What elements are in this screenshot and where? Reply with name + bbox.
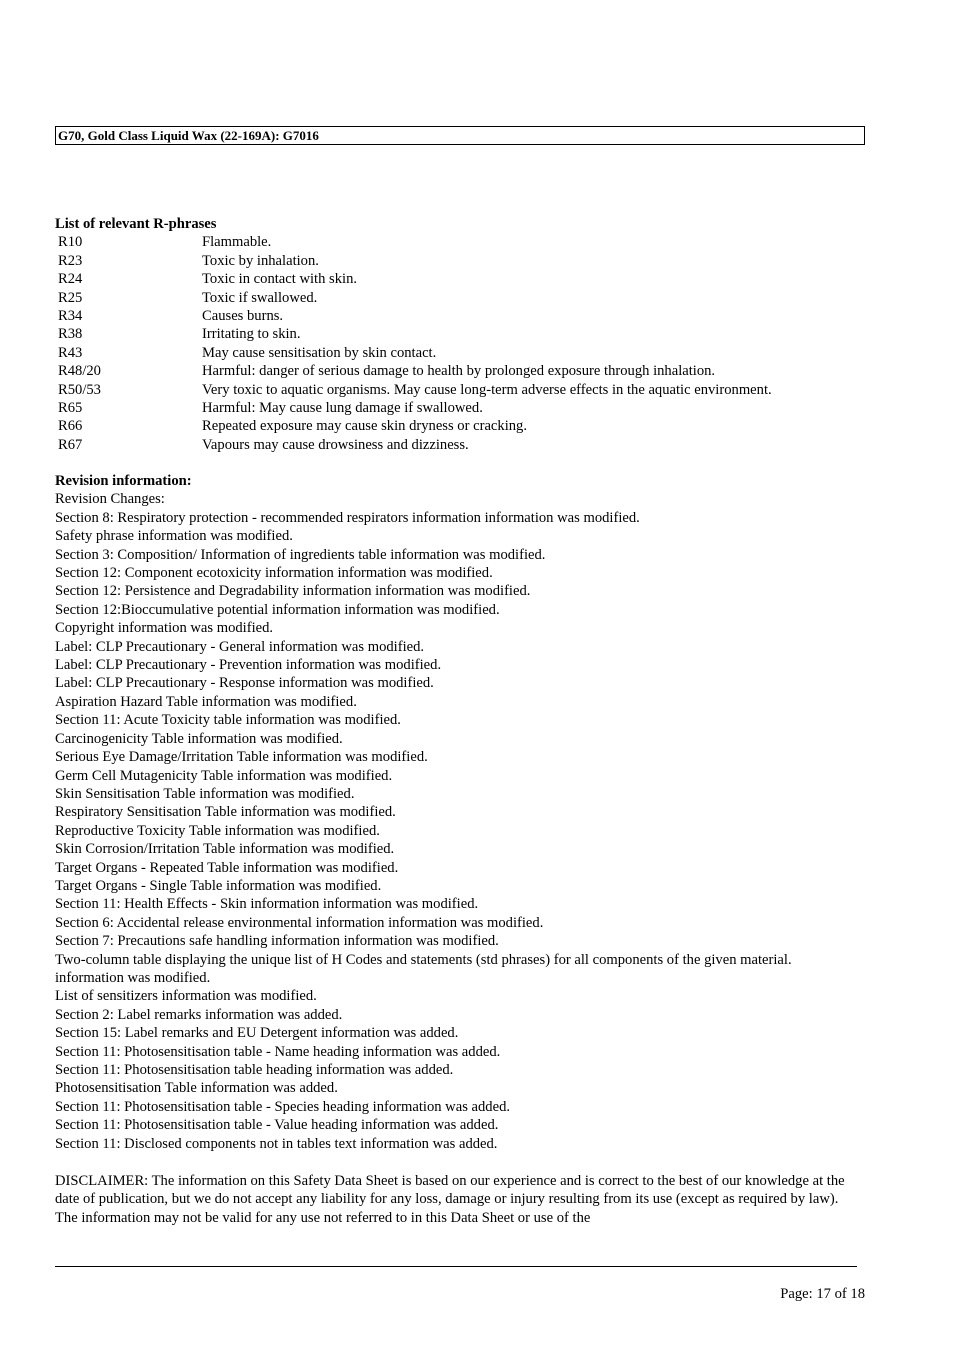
revision-change-item: Target Organs - Repeated Table information was modified. — [55, 859, 399, 876]
r-phrase-row — [55, 307, 895, 325]
r-phrase-row — [55, 399, 895, 417]
r-phrase-text: Harmful: danger of serious damage to health by prolonged exposure through inhalation. — [202, 363, 716, 380]
document-title: G70, Gold Class Liquid Wax (22-169A): G7016 — [58, 128, 319, 143]
revision-change-item: Section 11: Disclosed components not in tables text information was added. — [55, 1135, 498, 1152]
r-phrase-code: R43 — [58, 344, 83, 361]
revision-change-item: Respiratory Sensitisation Table information was modified. — [55, 804, 396, 821]
r-phrase-row — [55, 417, 895, 435]
document-header — [55, 126, 865, 145]
revision-changes-list — [55, 509, 855, 1153]
r-phrase-code: R66 — [58, 418, 83, 435]
r-phrase-text: Harmful: May cause lung damage if swallowed. — [202, 400, 483, 417]
revision-change-item: Section 12: Persistence and Degradability information information was modified. — [55, 583, 531, 600]
r-phrase-code: R24 — [58, 271, 83, 288]
revision-change-item: List of sensitizers information was modified. — [55, 988, 317, 1005]
revision-change-item: Section 12: Component ecotoxicity information information was modified. — [55, 565, 493, 582]
revision-change-item: Section 11: Photosensitisation table - Species heading information was added. — [55, 1098, 511, 1115]
r-phrase-text: Irritating to skin. — [202, 326, 301, 343]
revision-change-item: Section 11: Health Effects - Skin information information was modified. — [55, 896, 479, 913]
revision-change-item: Section 7: Precautions safe handling information information was modified. — [55, 933, 499, 950]
r-phrase-row — [55, 270, 895, 288]
revision-change-item: Copyright information was modified. — [55, 620, 274, 637]
r-phrase-row — [55, 381, 895, 399]
revision-change-item: Section 3: Composition/ Information of ingredients table information was modified. — [55, 546, 546, 563]
r-phrase-code: R25 — [58, 289, 83, 306]
revision-change-item: Section 12:Bioccumulative potential information information was modified. — [55, 601, 500, 618]
revision-change-item: Section 11: Photosensitisation table heading information was added. — [55, 1062, 454, 1078]
revision-change-item: Serious Eye Damage/Irritation Table information was modified. — [55, 749, 428, 766]
r-phrase-row — [55, 289, 895, 307]
revision-change-item: Section 11: Photosensitisation table - Name heading information was added. — [55, 1043, 501, 1060]
revision-change-item: Skin Sensitisation Table information was modified. — [55, 785, 355, 802]
r-phrase-code: R65 — [58, 400, 83, 417]
r-phrase-row — [55, 233, 895, 251]
r-phrase-text: Vapours may cause drowsiness and dizziness. — [202, 436, 469, 453]
revision-change-item: Label: CLP Precautionary - Prevention information was modified. — [55, 657, 442, 674]
revision-change-item: Section 2: Label remarks information was added. — [55, 1006, 343, 1023]
revision-change-item: Target Organs - Single Table information was modified. — [55, 877, 382, 894]
r-phrase-code: R10 — [58, 234, 83, 251]
r-phrase-text: Very toxic to aquatic organisms. May cause long-term adverse effects in the aquatic environment. — [202, 381, 772, 398]
revision-change-item: Germ Cell Mutagenicity Table information was modified. — [55, 767, 393, 784]
revision-heading: Revision information: — [55, 473, 192, 489]
revision-change-item: Label: CLP Precautionary - General information was modified. — [55, 638, 425, 655]
revision-change-item: Section 11: Photosensitisation table - Value heading information was added. — [55, 1117, 499, 1134]
r-phrase-row — [55, 362, 895, 380]
r-phrase-text: Repeated exposure may cause skin dryness or cracking. — [202, 418, 528, 435]
r-phrase-row — [55, 252, 895, 270]
r-phrase-row — [55, 325, 895, 343]
page-number: Page: 17 of 18 — [780, 1286, 865, 1302]
revision-change-item: Section 11: Acute Toxicity table information was modified. — [55, 712, 401, 729]
r-phrase-text: Toxic if swallowed. — [202, 289, 318, 306]
revision-change-item: Carcinogenicity Table information was modified. — [55, 730, 343, 747]
revision-change-item: Reproductive Toxicity Table information was modified. — [55, 822, 380, 839]
r-phrase-code: R34 — [58, 308, 83, 325]
r-phrase-row — [55, 436, 895, 454]
revision-change-item: Photosensitisation Table information was added. — [55, 1080, 338, 1097]
r-phrases-heading: List of relevant R-phrases — [55, 216, 217, 232]
revision-change-item: Safety phrase information was modified. — [55, 528, 293, 545]
revision-change-item: Aspiration Hazard Table information was modified. — [55, 693, 357, 710]
revision-subheading: Revision Changes: — [55, 491, 165, 508]
revision-change-item: Section 15: Label remarks and EU Detergent information was added. — [55, 1025, 459, 1042]
r-phrase-text: Flammable. — [202, 234, 272, 251]
revision-change-item: Skin Corrosion/Irritation Table information was modified. — [55, 841, 395, 858]
r-phrase-code: R67 — [58, 436, 83, 453]
r-phrases-section — [55, 215, 895, 454]
r-phrase-text: Toxic in contact with skin. — [202, 271, 358, 288]
revision-change-item: Section 6: Accidental release environmental information information was modified. — [55, 914, 544, 931]
revision-change-item: Two-column table displaying the unique list of H Codes and statements (std phrases) for all components of the given material. information was modified. — [55, 951, 792, 986]
revision-change-item: Label: CLP Precautionary - Response information was modified. — [55, 675, 434, 692]
revision-section — [55, 472, 855, 1153]
disclaimer: DISCLAIMER: The information on this Safety Data Sheet is based on our experience and is correct to the best of our knowledge at the date of publication, but we do not accept any liability for any loss, damage or injury resulting from its use (except as required by law). The information may not be valid for any use not referred to in this Data Sheet or use of the — [55, 1173, 845, 1226]
footer-divider — [55, 1266, 857, 1267]
r-phrases-list — [55, 233, 895, 454]
r-phrase-text: Toxic by inhalation. — [202, 252, 319, 269]
r-phrase-code: R48/20 — [58, 363, 101, 380]
r-phrase-text: May cause sensitisation by skin contact. — [202, 344, 437, 361]
r-phrase-code: R38 — [58, 326, 83, 343]
r-phrase-code: R23 — [58, 252, 83, 269]
revision-change-item: Section 8: Respiratory protection - recommended respirators information information was modified. — [55, 509, 640, 526]
r-phrase-code: R50/53 — [58, 381, 101, 398]
r-phrase-text: Causes burns. — [202, 308, 284, 325]
r-phrase-row — [55, 344, 895, 362]
